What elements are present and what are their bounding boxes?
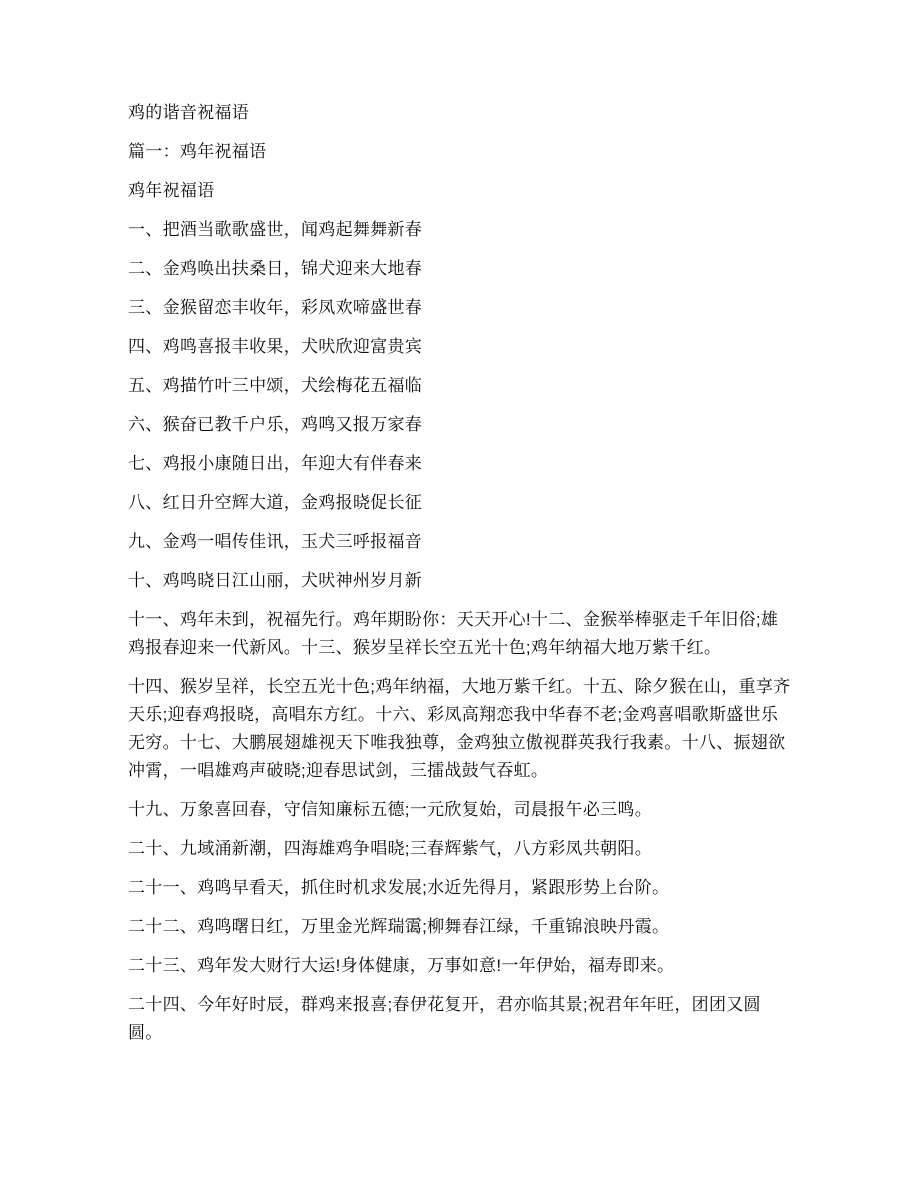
blessing-paragraph: 一、把酒当歌歌盛世，闻鸡起舞舞新春 <box>128 220 423 239</box>
blessing-paragraph: 二十、九域涌新潮，四海雄鸡争唱晓;三春辉紫气，八方彩凤共朝阳。 <box>128 839 653 858</box>
blessing-paragraph: 二、金鸡唤出扶桑日，锦犬迎来大地春 <box>128 259 423 278</box>
blessing-paragraph: 三、金猴留恋丰收年，彩凤欢啼盛世春 <box>128 298 423 317</box>
blessing-paragraph: 十一、鸡年未到，祝福先行。鸡年期盼你：天天开心!十二、金猴举棒驱走千年旧俗;雄鸡报春迎来一代新风。十三、猴岁呈祥长空五光十色;鸡年纳福大地万紫千红。 <box>128 610 779 657</box>
blessing-paragraph: 九、金鸡一唱传佳讯，玉犬三呼报福音 <box>128 532 423 551</box>
blessing-paragraph: 五、鸡描竹叶三中颂，犬绘梅花五福临 <box>128 376 423 395</box>
blessing-paragraph: 四、鸡鸣喜报丰收果，犬吠欣迎富贵宾 <box>128 337 423 356</box>
blessing-paragraph: 八、红日升空辉大道，金鸡报晓促长征 <box>128 493 423 512</box>
blessing-paragraph: 二十四、今年好时辰，群鸡来报喜;春伊花复开，君亦临其景;祝君年年旺，团团又圆圆。 <box>128 995 761 1042</box>
blessing-paragraph: 六、猴奋已教千户乐，鸡鸣又报万家春 <box>128 415 423 434</box>
blessing-paragraph: 二十二、鸡鸣曙日红，万里金光辉瑞霭;柳舞春江绿，千重锦浪映丹霞。 <box>128 917 670 936</box>
blessing-paragraph: 十四、猴岁呈祥，长空五光十色;鸡年纳福，大地万紫千红。十五、除夕猴在山，重享齐天乐;迎春鸡报晓，高唱东方红。十六、彩凤高翔恋我中华春不老;金鸡喜唱歌斯盛世乐无穷。十七、大鹏展翅雄视天下唯我独尊，金鸡独立傲视群英我行我素。十八、振翅欲冲霄，一唱雄鸡声破晓;迎春思试剑，三擂战鼓气吞虹。 <box>128 677 791 780</box>
section-title: 鸡年祝福语 <box>128 181 215 200</box>
blessing-paragraph: 七、鸡报小康随日出，年迎大有伴春来 <box>128 454 423 473</box>
blessing-paragraph: 二十一、鸡鸣早看天，抓住时机求发展;水近先得月，紧跟形势上台阶。 <box>128 878 670 897</box>
blessing-paragraph: 十、鸡鸣晓日江山丽，犬吠神州岁月新 <box>128 571 423 590</box>
blessing-paragraph: 二十三、鸡年发大财行大运!身体健康，万事如意!一年伊始，福寿即来。 <box>128 956 675 975</box>
doc-title: 鸡的谐音祝福语 <box>128 103 250 122</box>
blessing-paragraph: 十九、万象喜回春，守信知廉标五德;一元欣复始，司晨报午必三鸣。 <box>128 800 653 819</box>
section-label: 篇一：鸡年祝福语 <box>128 142 267 161</box>
